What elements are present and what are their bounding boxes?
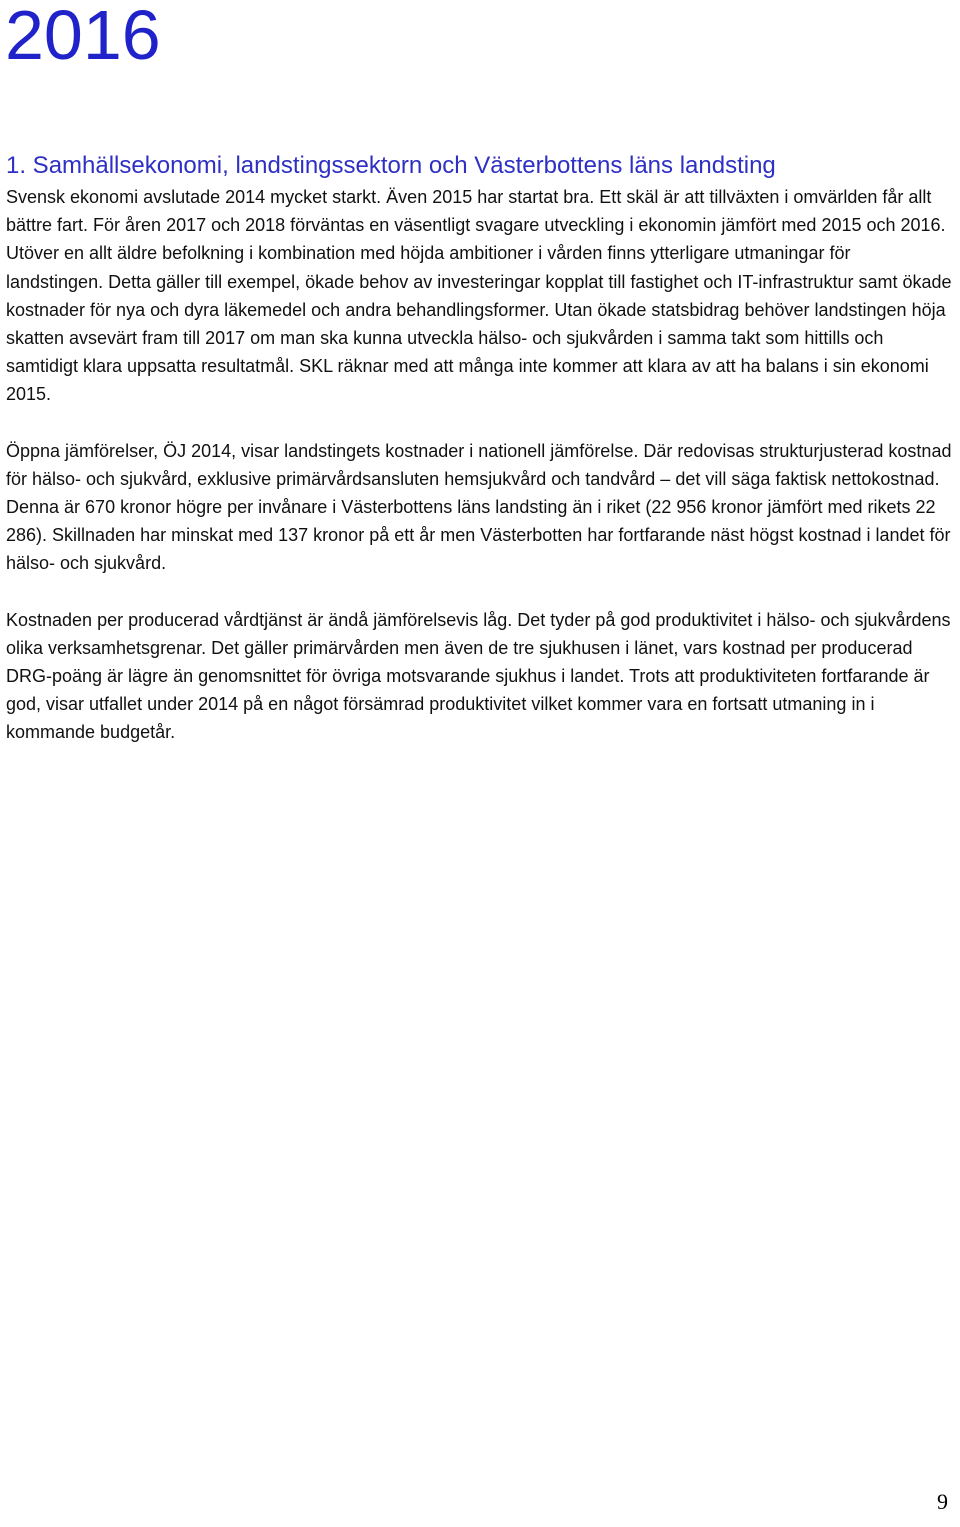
paragraph-productivity: Kostnaden per producerad vårdtjänst är ändå jämförelsevis låg. Det tyder på god produktivitet i hälso- och sjukvårdens olika verksamhetsgrenar. Det gäller primärvården men även de tre sjukhusen i länet, vars kostnad per producerad DRG-poäng är lägre än genomsnittet för övriga motsvarande sjukhus i landet. Trots att produktiviteten fortfarande är god, visar utfallet under 2014 på en något försämrad produktivitet vilket kommer vara en fortsatt utmaning in i kommande budgetår. <box>6 609 951 743</box>
year-title: 2016 <box>5 0 161 74</box>
page-number: 9 <box>937 1489 948 1514</box>
section-heading: 1. Samhällsekonomi, landstingssektorn och Västerbottens läns landsting <box>6 152 776 179</box>
body-text <box>6 183 952 775</box>
paragraph-economy: Svensk ekonomi avslutade 2014 mycket starkt. Även 2015 har startat bra. Ett skäl är att tillväxten i omvärlden får allt bättre fart. För åren 2017 och 2018 förväntas en väsentligt svagare utveckling i ekonomin jämfört med 2015 och 2016. Utöver en allt äldre befolkning i kombination med höjda ambitioner i vården finns ytterligare utmaningar för landstingen. Detta gäller till exempel, ökade behov av investeringar kopplat till fastighet och IT-infrastruktur samt ökade kostnader för nya och dyra läkemedel och andra behandlingsformer. Utan ökade statsbidrag behöver landstingen höja skatten avsevärt fram till 2017 om man ska kunna utveckla hälso- och sjukvården i samma takt som hittills och samtidigt klara uppsatta resultatmål. SKL räknar med att många inte kommer att klara av att ha balans i sin ekonomi 2015. <box>6 187 952 405</box>
paragraph-comparisons: Öppna jämförelser, ÖJ 2014, visar landstingets kostnader i nationell jämförelse. Där redovisas strukturjusterad kostnad för hälso- och sjukvård, exklusive primärvårdsansluten hemsjukvård och tandvård – det vill säga faktisk nettokostnad. Denna är 670 kronor högre per invånare i Västerbottens läns landsting än i riket (22 956 kronor jämfört med rikets 22 286). Skillnaden har minskat med 137 kronor på ett år men Västerbotten har fortfarande näst högst kostnad i landet för hälso- och sjukvård. <box>6 440 952 574</box>
